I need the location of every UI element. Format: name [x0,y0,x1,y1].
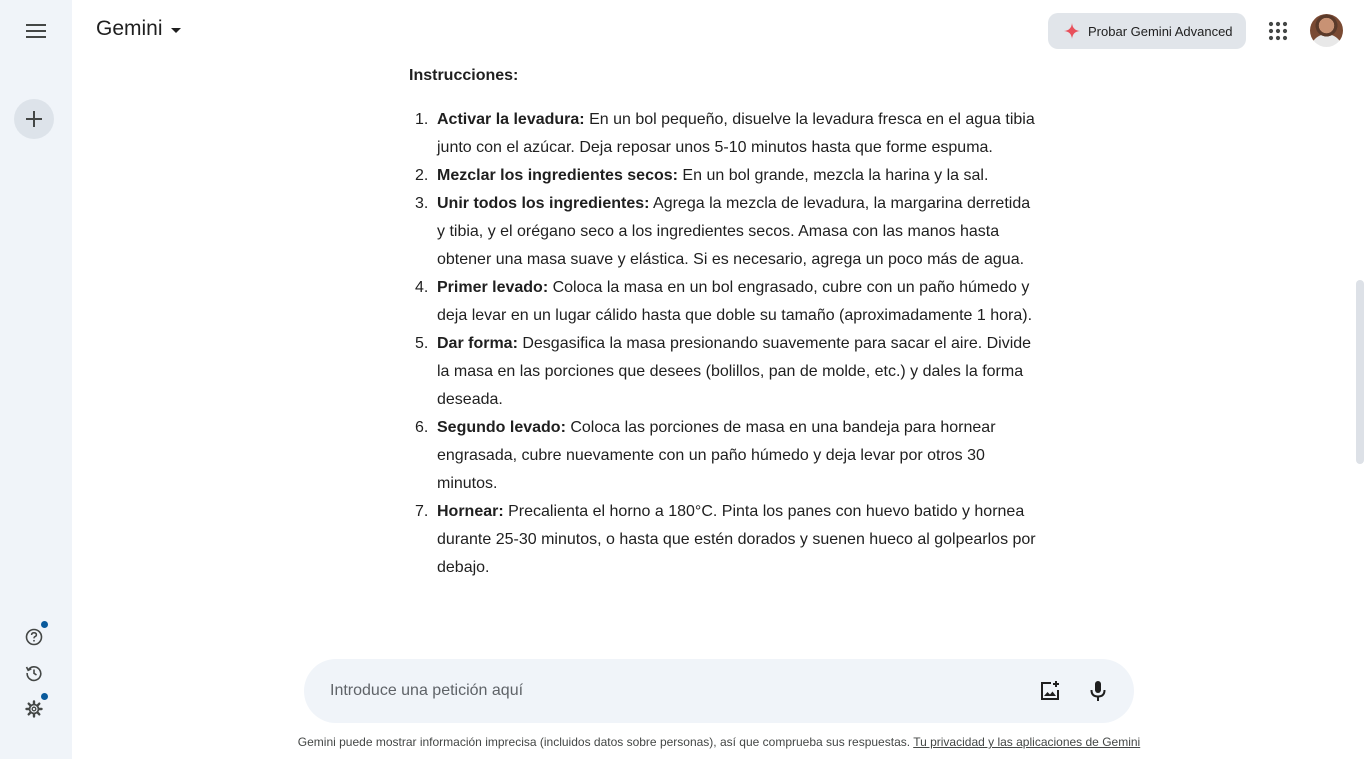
step-title: Dar forma: [437,335,518,352]
microphone-icon [1086,679,1110,703]
step-text: Coloca la masa en un bol engrasado, cubre con un paño húmedo y deja levar en un lugar cálido hasta que doble su tamaño (aproximadamente 1 hora). [437,279,1033,324]
step-text: Agrega la mezcla de levadura, la margarina derretida y tibia, y el orégano seco a los ingredientes secos. Amasa con las manos hasta obtener una masa suave y elástica. Si es necesario, agrega un poco más de agua. [437,195,1031,268]
list-item: 4. Primer levado: Coloca la masa en un bol engrasado, cubre con un paño húmedo y deja levar en un lugar cálido hasta que doble su tamaño (aproximadamente 1 hora). [415,279,1033,324]
try-advanced-label: Probar Gemini Advanced [1088,23,1233,39]
model-selector[interactable] [96,17,181,41]
list-item: 7. Hornear: Precalienta el horno a 180°C. Pinta los panes con huevo batido y hornea durante 25-30 minutos, o hasta que estén dorados y suenen hueco al golpearlos por debajo. [415,503,1036,576]
notification-badge [41,621,48,628]
step-text: En un bol grande, mezcla la harina y la sal. [677,167,989,184]
step-text: Desgasifica la masa presionando suavemente para sacar el aire. Divide la masa en las porciones que desees (bolillos, pan de molde, etc.) y dales la forma deseada. [437,335,1032,408]
prompt-input[interactable] [330,673,1010,709]
add-image-icon [1038,679,1062,703]
step-title: Unir todos los ingredientes: [437,195,650,212]
prompt-bar [304,659,1134,723]
step-title: Mezclar los ingredientes secos: [437,167,678,184]
try-advanced-button[interactable] [1048,13,1246,49]
new-chat-button[interactable] [14,99,54,139]
step-text: Coloca las porciones de masa en una bandeja para hornear engrasada, cubre nuevamente con un paño húmedo y deja levar por otros 30 minutos. [437,419,996,492]
help-icon [25,628,43,646]
history-icon [25,664,43,682]
step-title: Segundo levado: [437,419,566,436]
list-item: 1. Activar la levadura: En un bol pequeño, disuelve la levadura fresca en el agua tibia junto con el azúcar. Deja reposar unos 5-10 minutos hasta que forme espuma. [415,111,1035,156]
settings-button[interactable] [22,697,46,721]
caret-down-icon [171,28,181,33]
microphone-button[interactable] [1086,679,1110,703]
step-title: Hornear: [437,503,504,520]
instructions-list [409,106,1039,582]
plus-icon [26,111,42,127]
account-avatar[interactable] [1310,14,1343,47]
step-text: Precalienta el horno a 180°C. Pinta los panes con huevo batido y hornea durante 25-30 minutos, o hasta que estén dorados y suenen hueco al golpearlos por debajo. [437,503,1036,576]
hamburger-menu-icon [26,24,46,38]
apps-grid-icon [1266,19,1290,43]
list-item: 5. Dar forma: Desgasifica la masa presionando suavemente para sacar el aire. Divide la masa en las porciones que desees (bolillos, pan de molde, etc.) y dales la forma deseada. [415,335,1032,408]
scrollbar-thumb[interactable] [1356,280,1364,464]
settings-icon [25,700,43,718]
activity-button[interactable] [22,661,46,685]
help-button[interactable] [22,625,46,649]
list-item: 6. Segundo levado: Coloca las porciones de masa en una bandeja para hornear engrasada, cubre nuevamente con un paño húmedo y deja levar por otros 30 minutos. [415,419,996,492]
top-bar [72,0,1366,62]
step-title: Primer levado: [437,279,549,296]
disclaimer-text: Gemini puede mostrar información imprecisa (incluidos datos sobre personas), así que comprueba sus respuestas. [297,735,914,749]
privacy-link[interactable]: Tu privacidad y las aplicaciones de Gemini [913,735,1141,749]
notification-badge [41,693,48,700]
disclaimer [0,735,1366,749]
response-content [409,62,1039,660]
sidebar [0,0,72,759]
app-title: Gemini [96,17,163,40]
google-apps-button[interactable] [1266,19,1290,43]
instructions-heading: Instrucciones: [409,67,519,84]
sparkle-icon [1064,23,1080,39]
list-item: 3. Unir todos los ingredientes: Agrega la mezcla de levadura, la margarina derretida y tibia, y el orégano seco a los ingredientes secos. Amasa con las manos hasta obtener una masa suave y elástica. Si es necesario, agrega un poco más de agua. [415,195,1031,268]
list-item: 2. Mezclar los ingredientes secos: En un bol grande, mezcla la harina y la sal. [415,167,989,184]
upload-image-button[interactable] [1038,679,1062,703]
step-text: En un bol pequeño, disuelve la levadura fresca en el agua tibia junto con el azúcar. Deja reposar unos 5-10 minutos hasta que forme espuma. [437,111,1035,156]
main-menu-button[interactable] [14,11,58,51]
step-title: Activar la levadura: [437,111,585,128]
